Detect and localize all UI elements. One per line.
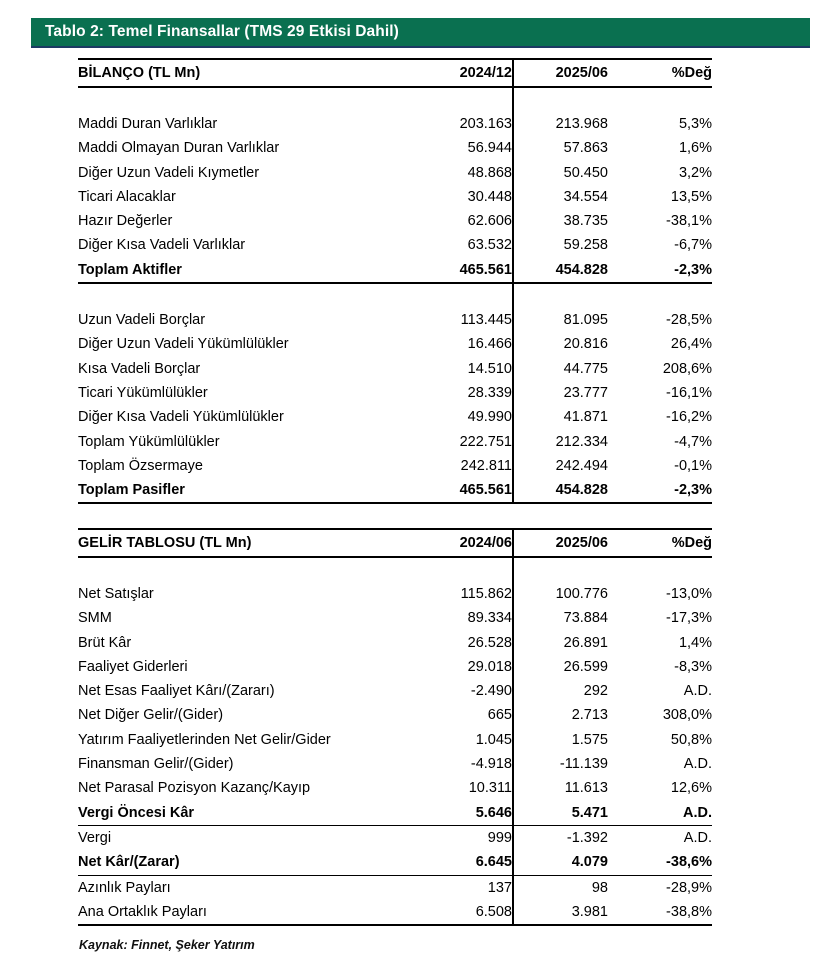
row-label: Ticari Alacaklar xyxy=(78,188,176,205)
total-assets-row xyxy=(78,258,712,283)
table-row xyxy=(78,776,712,800)
row-col3: 1,6% xyxy=(678,140,712,157)
source-note: Kaynak: Finnet, Şeker Yatırım xyxy=(79,938,255,952)
row-col1: -4.918 xyxy=(388,752,513,776)
table-row xyxy=(78,161,712,185)
row-label: Brüt Kâr xyxy=(78,634,132,651)
spacer-row xyxy=(78,87,712,112)
row-col1: 465.561 xyxy=(388,478,513,503)
row-label: Toplam Yükümlülükler xyxy=(78,433,220,450)
row-label: Diğer Kısa Vadeli Yükümlülükler xyxy=(78,409,284,426)
income-statement-header-label: GELİR TABLOSU (TL Mn) xyxy=(78,529,388,557)
row-col2: 81.095 xyxy=(563,312,608,329)
row-label: Toplam Pasifler xyxy=(78,478,388,503)
row-col2: 41.871 xyxy=(563,409,608,426)
row-col3: 26,4% xyxy=(670,336,712,353)
row-label: Azınlık Payları xyxy=(78,875,388,900)
table-row xyxy=(78,728,712,752)
row-col1: 665 xyxy=(388,703,513,727)
row-col1: 113.445 xyxy=(388,308,513,332)
row-col1: 28.339 xyxy=(388,381,513,405)
row-col2: -1.392 xyxy=(513,825,608,850)
table-row xyxy=(78,381,712,405)
row-col3: 3,2% xyxy=(678,164,712,181)
row-col2: 44.775 xyxy=(563,360,608,377)
row-col2: 38.735 xyxy=(563,213,608,230)
row-col3: -38,1% xyxy=(666,213,712,230)
table-row xyxy=(78,703,712,727)
income-statement-header-col1: 2024/06 xyxy=(388,529,513,557)
row-col3: -8,3% xyxy=(674,658,712,675)
row-col1: 30.448 xyxy=(388,185,513,209)
row-label: Net Kâr/(Zarar) xyxy=(78,854,180,871)
row-col3: -0,1% xyxy=(674,457,712,474)
total-liabilities-row xyxy=(78,478,712,503)
row-col3: -16,1% xyxy=(666,384,712,401)
row-label: Vergi xyxy=(78,825,388,850)
row-col2: 5.471 xyxy=(571,804,608,821)
row-col1: 6.508 xyxy=(388,900,513,925)
balance-sheet-header-label: BİLANÇO (TL Mn) xyxy=(78,59,388,87)
row-col1: 49.990 xyxy=(388,405,513,429)
row-label: Ticari Yükümlülükler xyxy=(78,384,208,401)
row-col2: 59.258 xyxy=(563,237,608,254)
row-col2: 100.776 xyxy=(555,586,608,602)
table-row xyxy=(78,112,712,136)
row-col3: -38,6% xyxy=(666,854,712,871)
row-col3: 5,3% xyxy=(678,116,712,132)
row-col2: 3.981 xyxy=(513,900,608,925)
row-col1: 16.466 xyxy=(388,332,513,356)
row-col3: 13,5% xyxy=(670,188,712,205)
table-row xyxy=(78,454,712,478)
income-statement-header-col3: %Değ xyxy=(608,529,712,557)
row-col2: 454.828 xyxy=(513,258,608,283)
row-col2: 98 xyxy=(513,875,608,900)
table-row xyxy=(78,582,712,606)
table-row xyxy=(78,430,712,454)
row-col1: 62.606 xyxy=(388,209,513,233)
row-col1: 222.751 xyxy=(388,430,513,454)
row-label: Net Parasal Pozisyon Kazanç/Kayıp xyxy=(78,780,311,797)
row-col1: 115.862 xyxy=(388,582,513,606)
row-label: Finansman Gelir/(Gider) xyxy=(78,756,234,773)
row-col3: A.D. xyxy=(683,683,712,700)
row-col2: 292 xyxy=(583,683,608,700)
row-col1: 1.045 xyxy=(388,728,513,752)
row-col3: 50,8% xyxy=(670,731,712,748)
row-label: SMM xyxy=(78,610,112,627)
table-row xyxy=(78,606,712,630)
net-profit-row xyxy=(78,850,712,875)
table-row xyxy=(78,332,712,356)
row-col1: 63.532 xyxy=(388,233,513,257)
balance-sheet-header-col2: 2025/06 xyxy=(513,59,608,87)
row-col1: 137 xyxy=(388,875,513,900)
row-col3: A.D. xyxy=(608,825,712,850)
row-col2: 26.891 xyxy=(563,634,608,651)
row-label: Faaliyet Giderleri xyxy=(78,658,188,675)
row-col2: 23.777 xyxy=(563,384,608,401)
row-col1: 10.311 xyxy=(388,776,513,800)
row-col2: 2.713 xyxy=(571,707,608,724)
table-row xyxy=(78,655,712,679)
table-row xyxy=(78,752,712,776)
row-label: Yatırım Faaliyetlerinden Net Gelir/Gider xyxy=(78,731,331,748)
row-col1: 14.510 xyxy=(388,357,513,381)
balance-sheet-header-col3: %Değ xyxy=(608,59,712,87)
row-col2: -11.139 xyxy=(559,756,608,773)
row-label: Uzun Vadeli Borçlar xyxy=(78,312,206,329)
row-label: Net Satışlar xyxy=(78,586,154,602)
spacer-row xyxy=(78,283,712,308)
row-col2: 212.334 xyxy=(555,433,608,450)
row-col2: 11.613 xyxy=(564,780,608,797)
row-label: Diğer Uzun Vadeli Kıymetler xyxy=(78,164,260,181)
table-row xyxy=(78,405,712,429)
table-row xyxy=(78,233,712,257)
row-col1: -2.490 xyxy=(388,679,513,703)
parent-shares-row xyxy=(78,900,712,925)
table-row xyxy=(78,679,712,703)
table-row xyxy=(78,209,712,233)
row-col1: 999 xyxy=(388,825,513,850)
row-col3: -2,3% xyxy=(608,478,712,503)
spacer-row xyxy=(78,557,712,582)
tax-row xyxy=(78,825,712,850)
row-label: Toplam Aktifler xyxy=(78,258,388,283)
row-col3: -4,7% xyxy=(674,433,712,450)
row-col2: 26.599 xyxy=(563,658,608,675)
income-statement-table xyxy=(78,528,712,926)
income-statement-table-wrapper xyxy=(78,528,712,926)
pretax-profit-row xyxy=(78,801,712,826)
table-row xyxy=(78,136,712,160)
row-col3: -13,0% xyxy=(666,586,712,602)
row-col1: 6.645 xyxy=(388,850,513,875)
row-col3: -6,7% xyxy=(674,237,712,254)
row-col2: 454.828 xyxy=(513,478,608,503)
row-label: Hazır Değerler xyxy=(78,213,173,230)
row-col1: 26.528 xyxy=(388,631,513,655)
row-col1: 89.334 xyxy=(388,606,513,630)
table-row xyxy=(78,631,712,655)
row-col3: 12,6% xyxy=(670,780,712,797)
balance-sheet-table xyxy=(78,58,712,504)
table-title-bar xyxy=(31,18,810,48)
table-row xyxy=(78,357,712,381)
row-label: Diğer Uzun Vadeli Yükümlülükler xyxy=(78,336,289,353)
row-col2: 242.494 xyxy=(555,457,608,474)
row-col1: 5.646 xyxy=(388,801,513,826)
row-col3: -16,2% xyxy=(666,409,712,426)
row-col2: 213.968 xyxy=(555,116,608,132)
row-col3: -2,3% xyxy=(608,258,712,283)
row-col1: 29.018 xyxy=(388,655,513,679)
row-col3: -38,8% xyxy=(608,900,712,925)
row-label: Maddi Duran Varlıklar xyxy=(78,116,218,132)
row-col1: 465.561 xyxy=(388,258,513,283)
income-statement-header-col2: 2025/06 xyxy=(513,529,608,557)
row-col3: A.D. xyxy=(683,804,712,821)
row-col3: -17,3% xyxy=(666,610,712,627)
balance-sheet-header-row xyxy=(78,59,712,87)
table-row xyxy=(78,308,712,332)
row-col3: 1,4% xyxy=(678,634,712,651)
row-col1: 56.944 xyxy=(388,136,513,160)
page-title: Tablo 2: Temel Finansallar (TMS 29 Etkisi Dahil) xyxy=(45,23,399,40)
row-col3: 208,6% xyxy=(662,360,712,377)
income-statement-header-row xyxy=(78,529,712,557)
row-col1: 203.163 xyxy=(388,112,513,136)
row-col2: 50.450 xyxy=(563,164,608,181)
row-label: Kısa Vadeli Borçlar xyxy=(78,360,201,377)
row-label: Toplam Özsermaye xyxy=(78,457,203,474)
row-col2: 1.575 xyxy=(571,731,608,748)
balance-sheet-header-col1: 2024/12 xyxy=(388,59,513,87)
row-label: Net Esas Faaliyet Kârı/(Zararı) xyxy=(78,683,275,700)
row-label: Diğer Kısa Vadeli Varlıklar xyxy=(78,237,246,254)
row-col1: 48.868 xyxy=(388,161,513,185)
row-col3: 308,0% xyxy=(662,707,712,724)
row-col3: -28,9% xyxy=(608,875,712,900)
row-label: Vergi Öncesi Kâr xyxy=(78,804,195,821)
row-label: Net Diğer Gelir/(Gider) xyxy=(78,707,224,724)
table-row xyxy=(78,185,712,209)
row-col3: -28,5% xyxy=(666,312,712,329)
row-label: Ana Ortaklık Payları xyxy=(78,900,388,925)
row-col2: 4.079 xyxy=(571,854,608,871)
row-col3: A.D. xyxy=(683,756,712,773)
row-col2: 34.554 xyxy=(563,188,608,205)
row-col2: 73.884 xyxy=(563,610,608,627)
row-col2: 57.863 xyxy=(563,140,608,157)
row-col1: 242.811 xyxy=(388,454,513,478)
balance-sheet-table-wrapper xyxy=(78,58,712,504)
row-label: Maddi Olmayan Duran Varlıklar xyxy=(78,140,280,157)
minority-interest-row xyxy=(78,875,712,900)
row-col2: 20.816 xyxy=(563,336,608,353)
